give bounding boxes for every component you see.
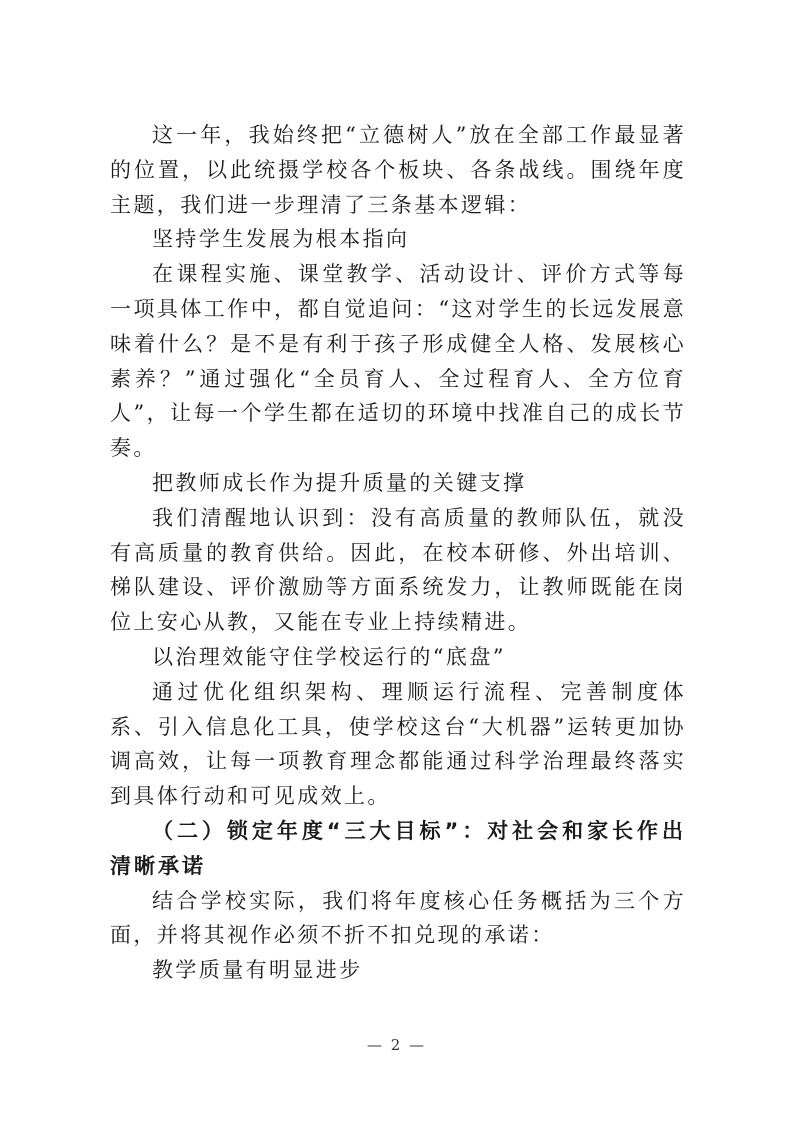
document-body xyxy=(110,118,686,988)
section-heading-goals: （二）锁定年度“三大目标”：对社会和家长作出清晰承诺 xyxy=(110,818,686,878)
paragraph-logic-3-body: 通过优化组织架构、理顺运行流程、完善制度体系、引入信息化工具，使学校这台“大机器”运转更加协调高效，让每一项教育理念都能通过科学治理最终落实到具体行动和可见成效上。 xyxy=(110,679,686,809)
paragraph-intro: 这一年，我始终把“立德树人”放在全部工作最显著的位置，以此统摄学校各个板块、各条战线。围绕年度主题，我们进一步理清了三条基本逻辑： xyxy=(110,123,686,217)
page-number: — 2 — xyxy=(366,1036,427,1054)
paragraph-goals-intro: 结合学校实际，我们将年度核心任务概括为三个方面，并将其视作必须不折不扣兑现的承诺： xyxy=(110,888,686,948)
paragraph-logic-2-body: 我们清醒地认识到：没有高质量的教师队伍，就没有高质量的教育供给。因此，在校本研修、外出培训、梯队建设、评价激励等方面系统发力，让教师既能在岗位上安心从教，又能在专业上持续精进。 xyxy=(110,505,686,635)
paragraph-logic-1-body: 在课程实施、课堂教学、活动设计、评价方式等每一项具体工作中，都自觉追问：“这对学生的长远发展意味着什么？是不是有利于孩子形成健全人格、发展核心素养？”通过强化“全员育人、全过程育人、全方位育人”，让每一个学生都在适切的环境中找准自己的成长节奏。 xyxy=(110,262,686,461)
paragraph-logic-3-title: 以治理效能守住学校运行的“底盘” xyxy=(152,644,506,669)
paragraph-goal-1-title: 教学质量有明显进步 xyxy=(152,958,363,983)
paragraph-logic-1-title: 坚持学生发展为根本指向 xyxy=(152,227,410,252)
paragraph-logic-2-title: 把教师成长作为提升质量的关键支撑 xyxy=(152,470,527,495)
